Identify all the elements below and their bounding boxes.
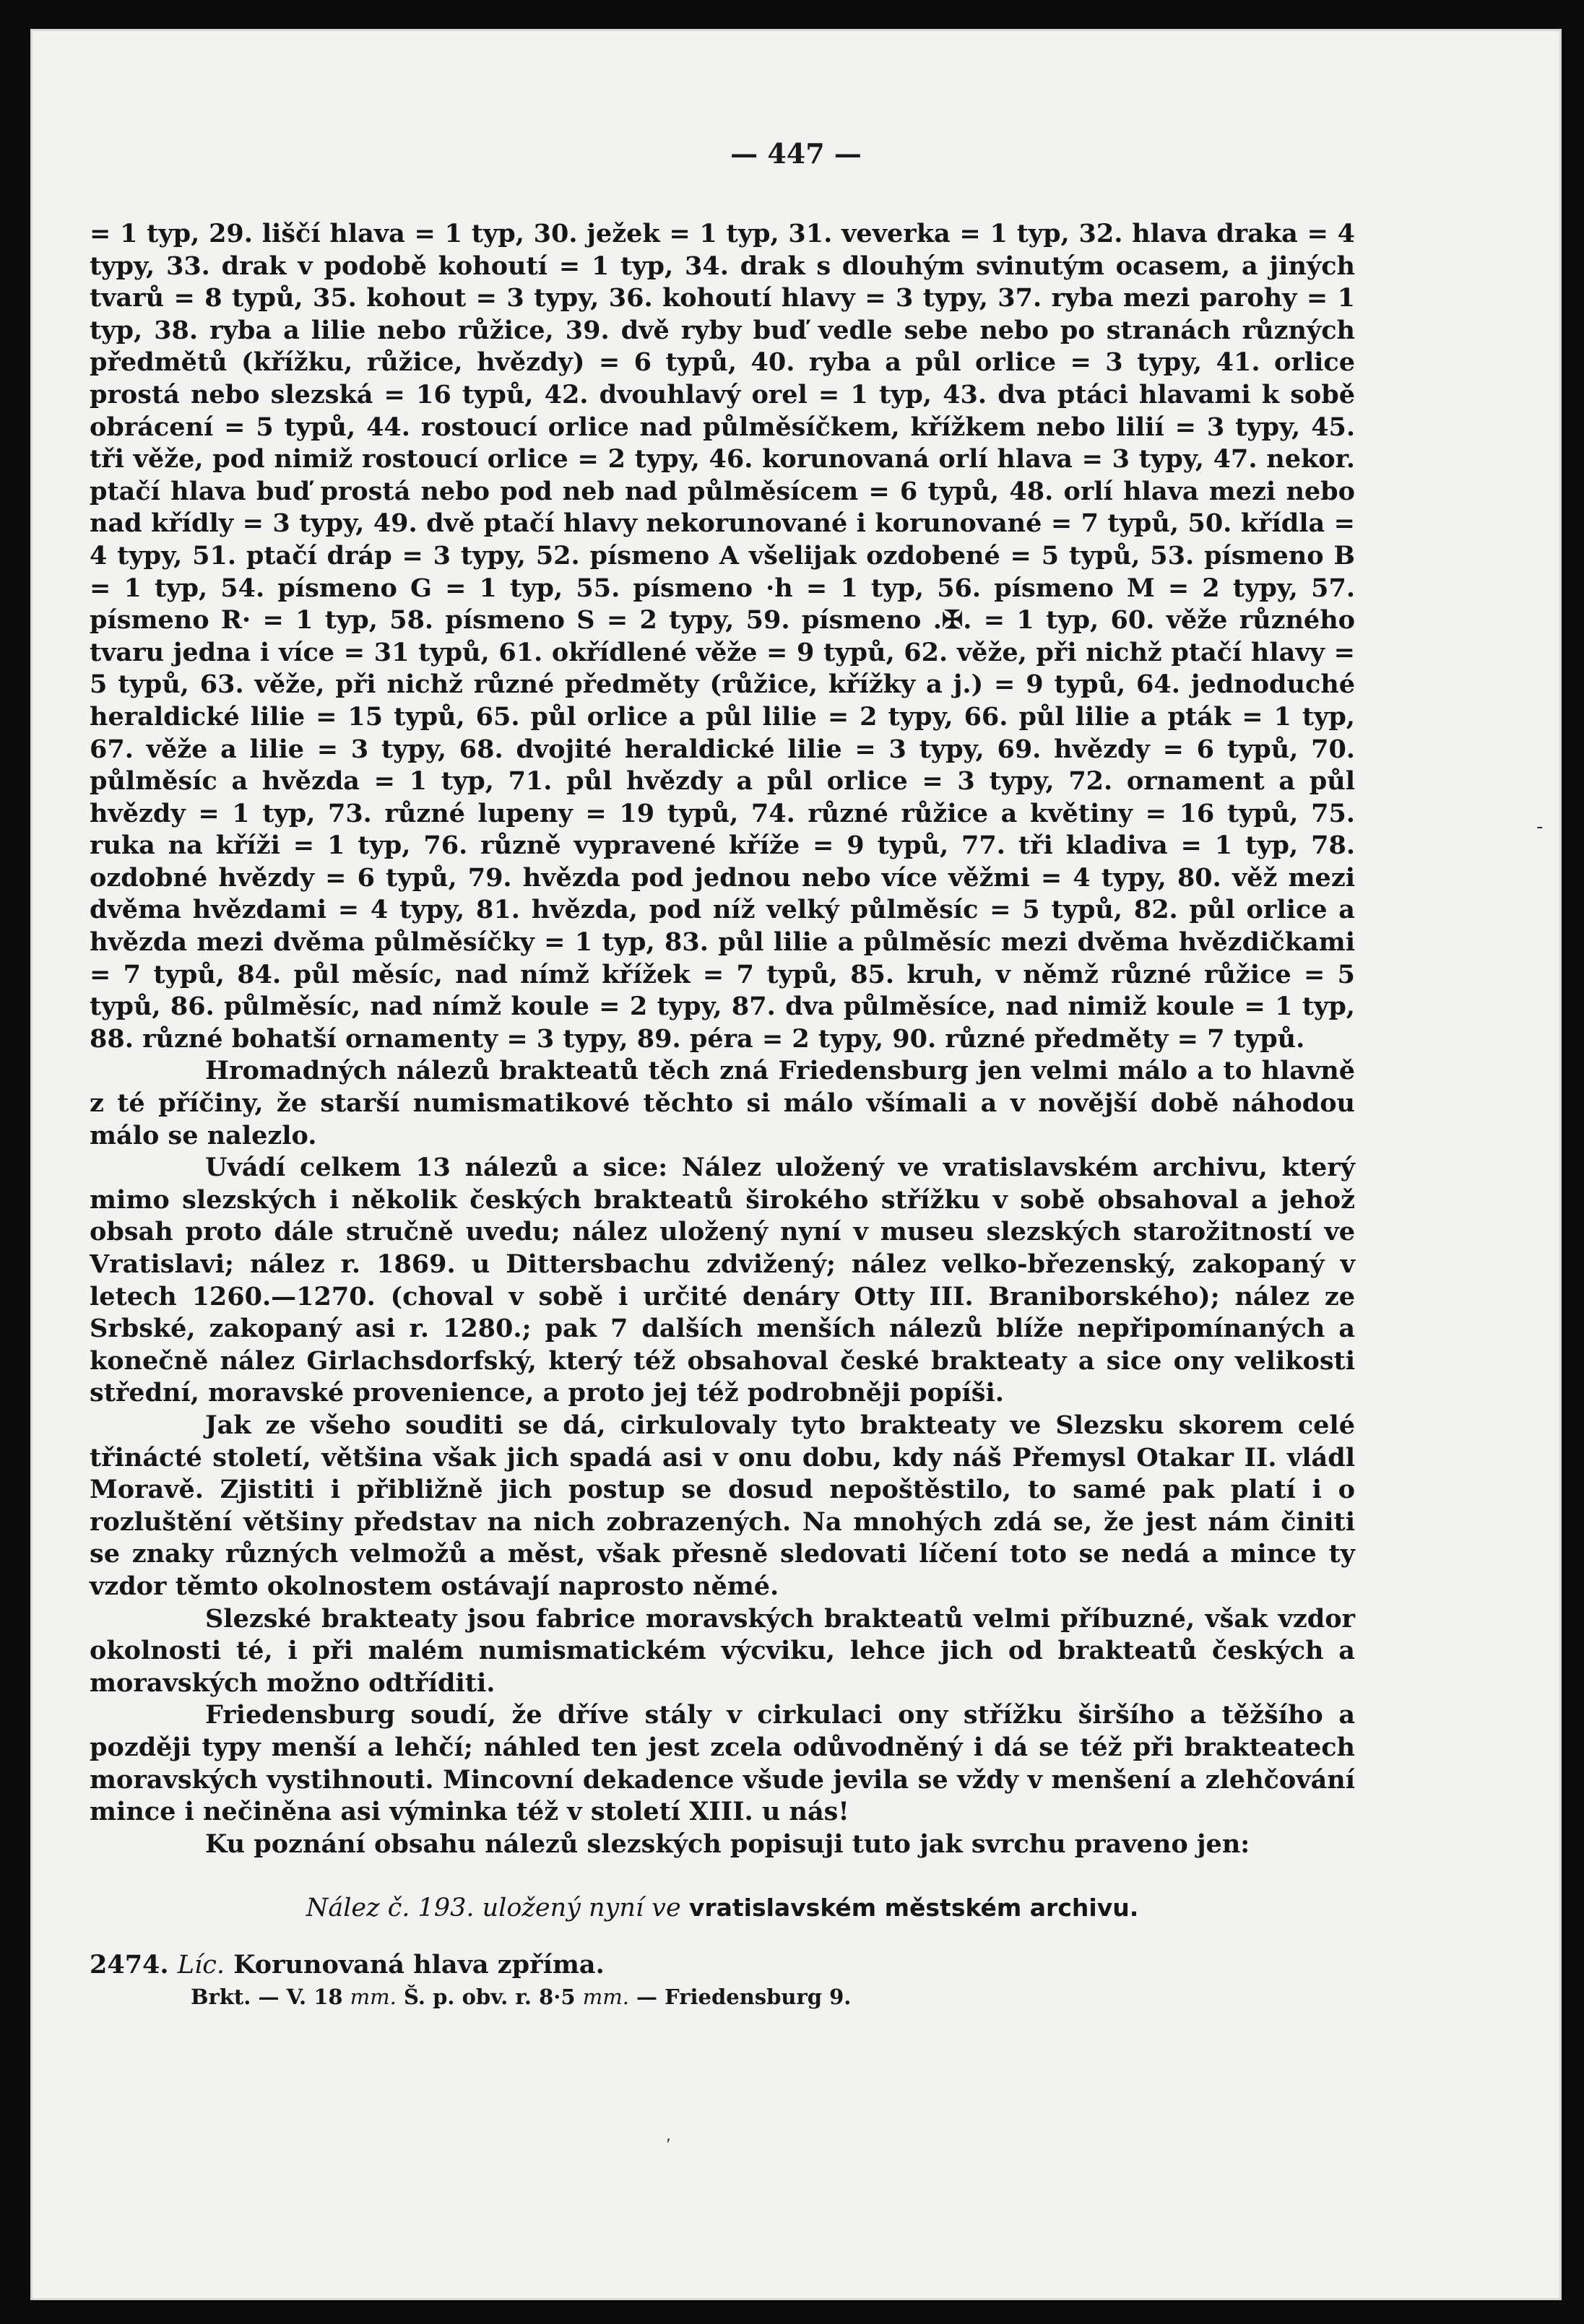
entry-unit-b: mm. [582,1985,629,2010]
find-title [90,1892,1355,1925]
entry-description: Korunovaná hlava zpříma. [233,1949,605,1980]
entry-detail-a: Brkt. — V. 18 [191,1985,343,2010]
paragraph: Slezské brakteaty jsou fabrice moravských brakteatů velmi příbuzné, však vzdor okolnosti té, i při malém numismatickém výcviku, lehce jich od brakteatů českých a moravských možno odtříditi. [90,1603,1355,1698]
paragraph: Jak ze všeho souditi se dá, cirkulovaly tyto brakteaty ve Slezsku skorem celé třinácté století, většina však jich spadá asi v onu dobu, kdy náš Přemysl Otakar II. vládl Moravě. Zjistiti i přibližně jich postup se dosud nepoštěstilo, to samé pak platí i o rozluštění většiny představ na nich zobrazených. Na mnohých zdá se, že jest nám činiti se znaky různých velmožů a měst, však přesně sledovati líčení toto se nedá a mince ty vzdor těmto okolnostem ostávají naprosto němé. [90,1410,1355,1601]
find-title-italic: Nález č. 193. uložený nyní ve [306,1894,681,1923]
paragraph: Friedensburg soudí, že dříve stály v cirkulaci ony střížku širšího a těžšího a později typy menší a lehčí; náhled ten jest zcela odůvodněný i dá se též při brakteatech moravských vystihnouti. Mincovní dekadence všude jevila se vždy v menšení a zlehčování mince i nečiněna asi výminka též v století XIII. u nás! [90,1700,1355,1827]
scan-speck: - [1536,816,1544,838]
entry-side: Líc. [177,1950,225,1980]
page-number: — 447 — [730,137,862,170]
entry-number: 2474. [90,1949,169,1980]
paragraph: Hromadných nálezů brakteatů těch zná Friedensburg jen velmi málo a to hlavně z té příčiny, že starší numismatikové těchto si málo všímali a v novější době náhodou málo se nalezlo. [90,1056,1355,1150]
main-text [90,218,1355,2013]
paragraph-type-list: = 1 typ, 29. liščí hlava = 1 typ, 30. ježek = 1 typ, 31. veverka = 1 typ, 32. hlava draka = 4 typy, 33. drak v podobě kohoutí = 1 typ, 34. drak s dlouhým svinutým ocasem, a jiných tvarů = 8 typů, 35. kohout = 3 typy, 36. kohoutí hlavy = 3 typy, 37. ryba mezi parohy = 1 typ, 38. ryba a lilie nebo růžice, 39. dvě ryby buď vedle sebe nebo po stranách různých předmětů (křížku, růžice, hvězdy) = 6 typů, 40. ryba a půl orlice = 3 typy, 41. orlice prostá nebo slezská = 16 typů, 42. dvouhlavý orel = 1 typ, 43. dva ptáci hlavami k sobě obrácení = 5 typů, 44. rostoucí orlice nad půlměsíčkem, křížkem nebo lilií = 3 typy, 45. tři věže, pod nimiž rostoucí orlice = 2 typy, 46. korunovaná orlí hlava = 3 typy, 47. nekor. ptačí hlava buď prostá nebo pod neb nad půlměsícem = 6 typů, 48. orlí hlava mezi nebo nad křídly = 3 typy, 49. dvě ptačí hlavy nekorunované i korunované = 7 typů, 50. křídla = 4 typy, 51. ptačí dráp = 3 typy, 52. písmeno A všelijak ozdobené = 5 typů, 53. písmeno B = 1 typ, 54. písmeno G = 1 typ, 55. písmeno ·h = 1 typ, 56. písmeno M = 2 typy, 57. písmeno R· = 1 typ, 58. písmeno S = 2 typy, 59. písmeno .✠. = 1 typ, 60. věže různého tvaru jedna i více = 31 typů, 61. okřídlené věže = 9 typů, 62. věže, při nichž ptačí hlavy = 5 typů, 63. věže, při nichž různé předměty (růžice, křížky a j.) = 9 typů, 64. jednoduché heraldické lilie = 15 typů, 65. půl orlice a půl lilie = 2 typy, 66. půl lilie a pták = 1 typ, 67. věže a lilie = 3 typy, 68. dvojité heraldické lilie = 3 typy, 69. hvězdy = 6 typů, 70. půlměsíc a hvězda = 1 typ, 71. půl hvězdy a půl orlice = 3 typy, 72. ornament a půl hvězdy = 1 typ, 73. různé lupeny = 19 typů, 74. různé růžice a květiny = 16 typů, 75. ruka na kříži = 1 typ, 76. různě vypravené kříže = 9 typů, 77. tři kladiva = 1 typ, 78. ozdobné hvězdy = 6 typů, 79. hvězda pod jednou nebo více věžmi = 4 typy, 80. věž mezi dvěma hvězdami = 4 typy, 81. hvězda, pod níž velký půlměsíc = 5 typů, 82. půl orlice a hvězda mezi dvěma půlměsíčky = 1 typ, 83. půl lilie a půlměsíc mezi dvěma hvězdičkami = 7 typů, 84. půl měsíc, nad nímž křížek = 7 typů, 85. kruh, v němž různé růžice = 5 typů, 86. půlměsíc, nad nímž koule = 2 typy, 87. dva půlměsíce, nad nimiž koule = 1 typ, 88. různé bohatší ornamenty = 3 typy, 89. péra = 2 typy, 90. různé předměty = 7 typů. [90,219,1355,1054]
catalog-entry [90,1949,1355,1982]
paragraph: Uvádí celkem 13 nálezů a sice: Nález uložený ve vratislavském archivu, který mimo slezských i několik českých brakteatů širokého střížku v sobě obsahoval a jehož obsah proto dále stručně uvedu; nález uložený nyní v museu slezských starožitností ve Vratislavi; nález r. 1869. u Dittersbachu zdvižený; nález velko-březenský, zakopaný v letech 1260.—1270. (choval v sobě i určité denáry Otty III. Braniborského); nález ze Srbské, zakopaný asi r. 1280.; pak 7 dalších menších nálezů blíže nepřipomínaných a konečně nález Girlachsdorfský, který též obsahoval české brakteaty a sice ony velikosti střední, moravské provenience, a proto jej též podrobněji popíši. [90,1153,1355,1408]
entry-detail-b: Š. p. obv. r. 8·5 [404,1985,576,2010]
paragraph: Ku poznání obsahu nálezů slezských popisuji tuto jak svrchu praveno jen: [205,1829,1250,1859]
entry-unit-a: mm. [350,1985,397,2010]
scan-speck: , [666,2127,671,2145]
entry-detail-c: — Friedensburg 9. [636,1985,852,2010]
entry-detail [191,1981,1355,2013]
find-title-bold: vratislavském městském archivu. [688,1894,1139,1922]
page [30,29,1562,2300]
